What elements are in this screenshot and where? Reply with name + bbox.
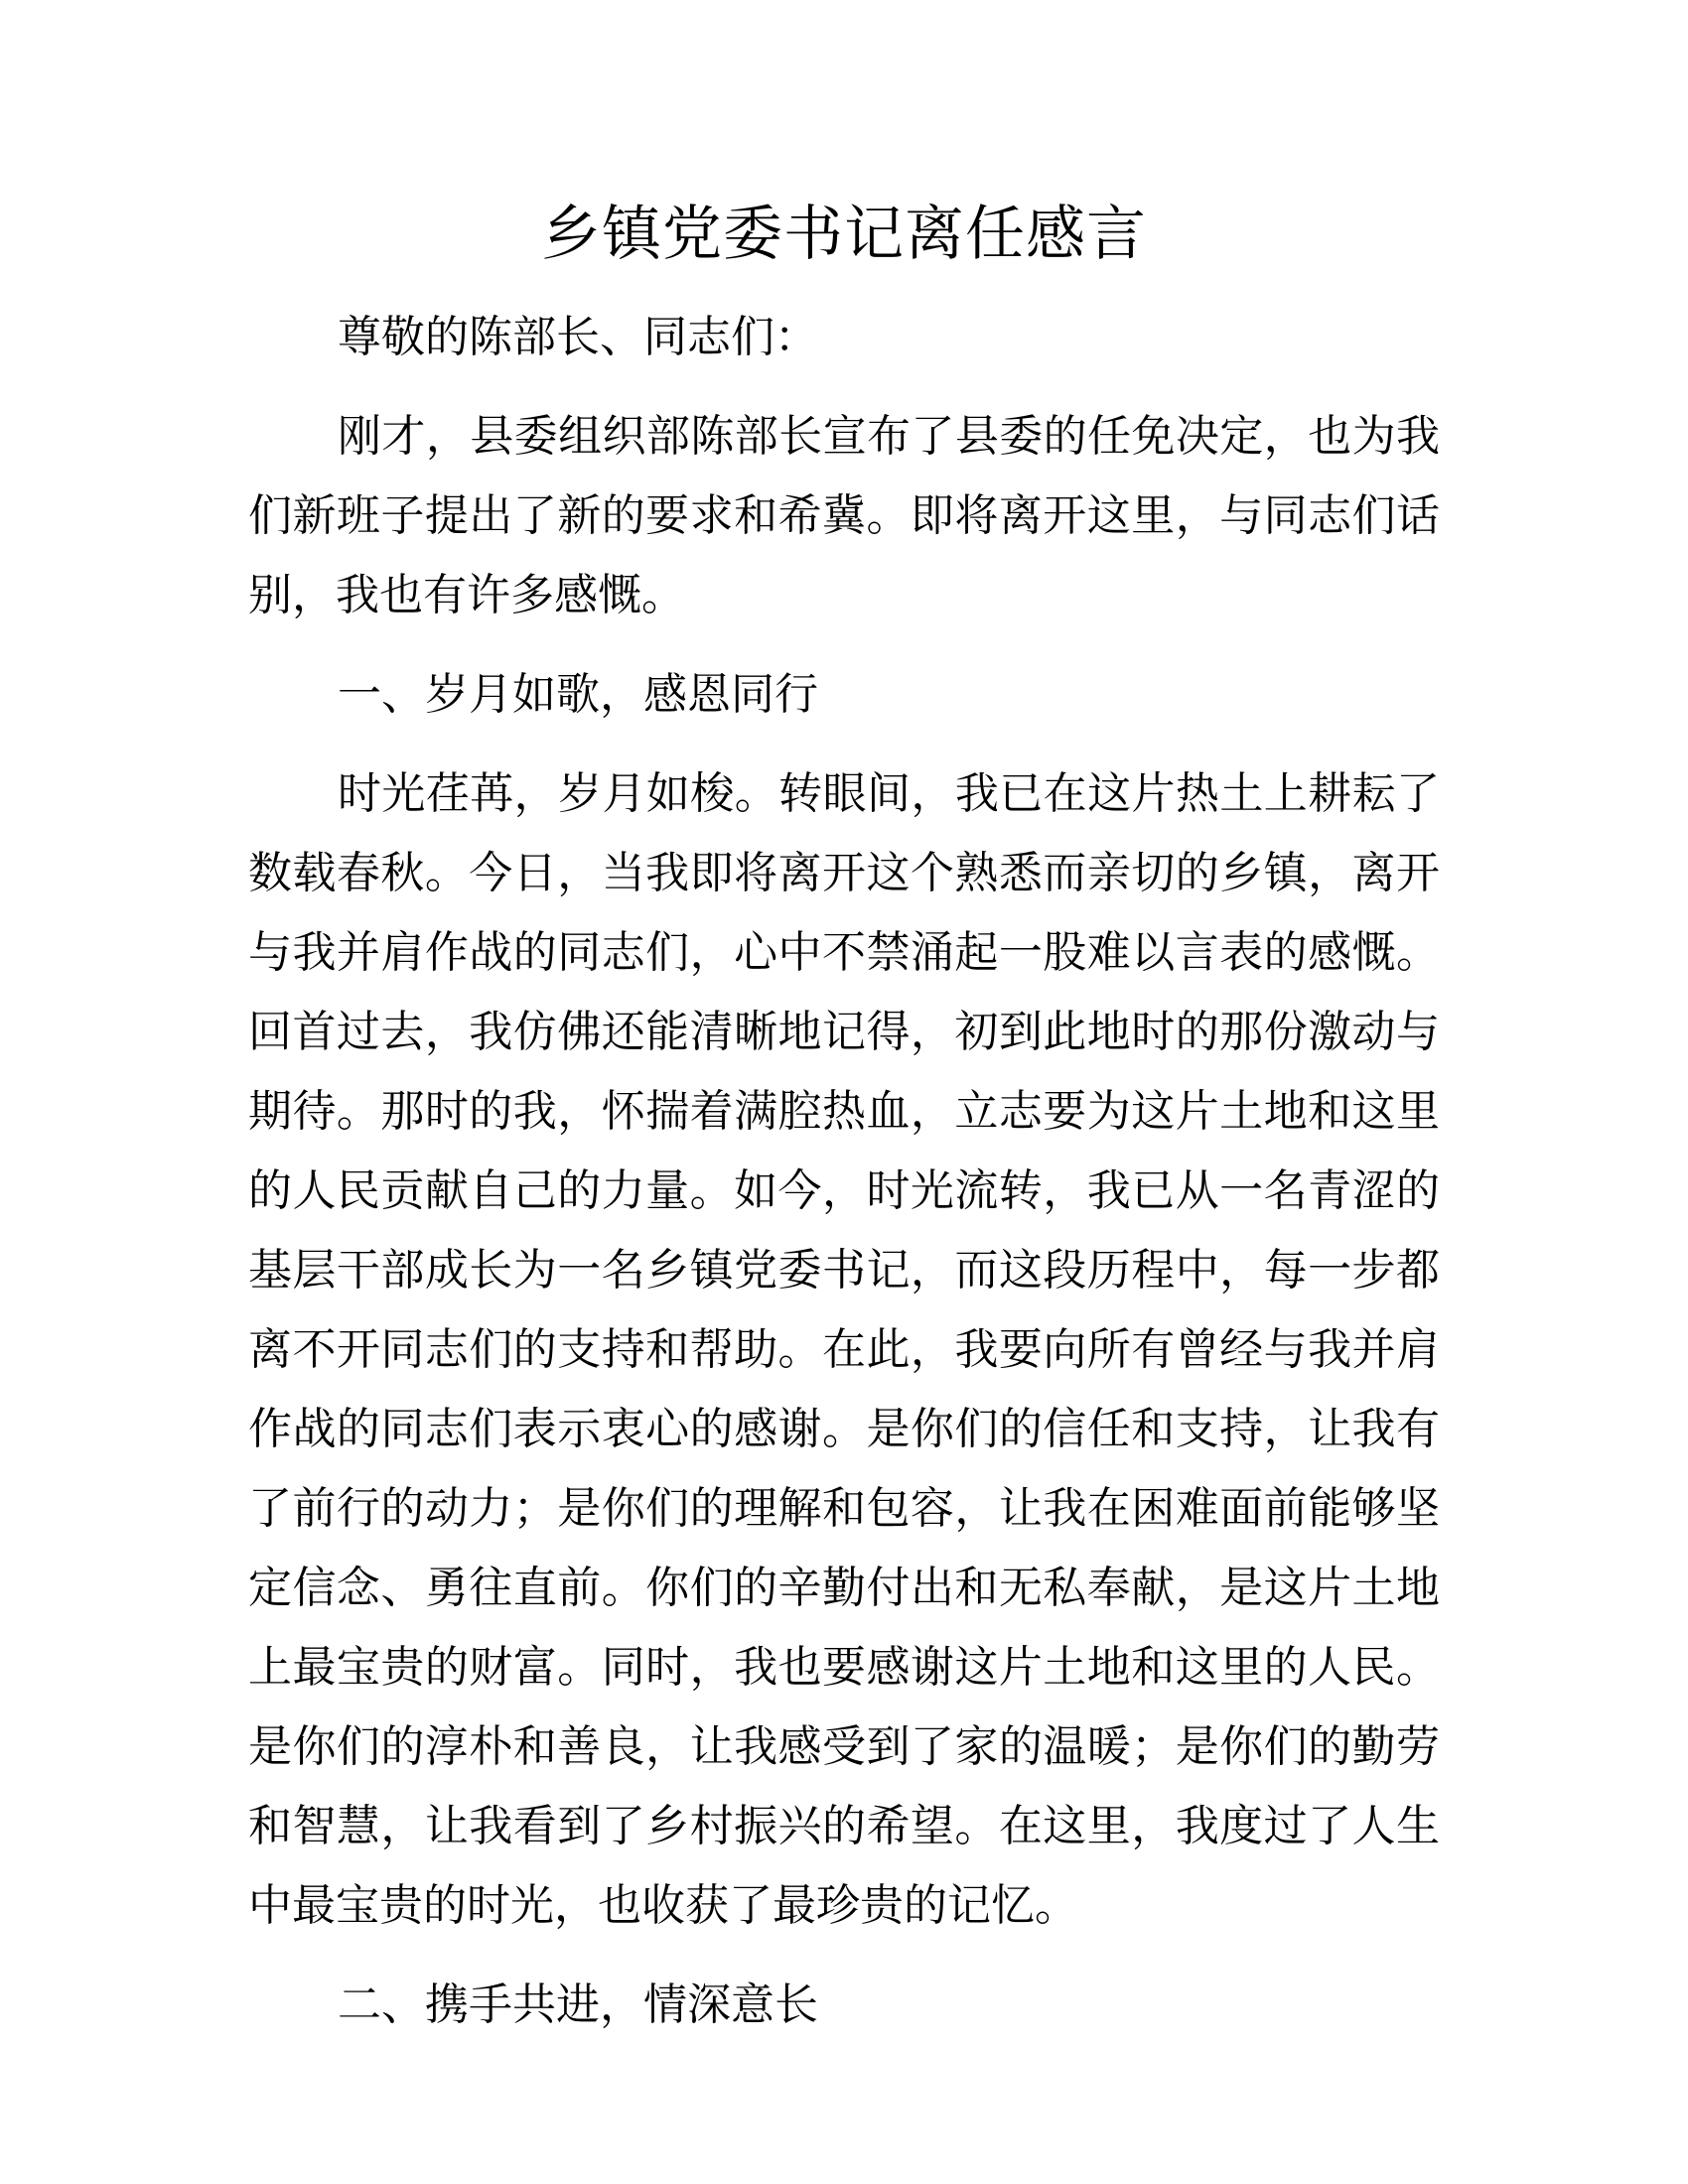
document-title: 乡镇党委书记离任感言 — [541, 200, 1147, 269]
document-body — [248, 298, 1440, 2065]
opening-paragraph: 刚才，县委组织部陈部长宣布了县委的任免决定，也为我们新班子提出了新的要求和希冀。即将离开这里，与同志们话别，我也有许多感慨。 — [248, 411, 1440, 620]
body-paragraph: 时光荏苒，岁月如梭。转眼间，我已在这片热土上耕耘了数载春秋。今日，当我即将离开这个熟悉而亲切的乡镇，离开与我并肩作战的同志们，心中不禁涌起一股难以言表的感慨。回首过去，我仿佛还能清晰地记得，初到此地时的那份激动与期待。那时的我，怀揣着满腔热血，立志要为这片土地和这里的人民贡献自己的力量。如今，时光流转，我已从一名青涩的基层干部成长为一名乡镇党委书记，而这段历程中，每一步都离不开同志们的支持和帮助。在此，我要向所有曾经与我并肩作战的同志们表示衷心的感谢。是你们的信任和支持，让我有了前行的动力；是你们的理解和包容，让我在困难面前能够坚定信念、勇往直前。你们的辛勤付出和无私奉献，是这片土地上最宝贵的财富。同时，我也要感谢这片土地和这里的人民。是你们的淳朴和善良，让我感受到了家的温暖；是你们的勤劳和智慧，让我看到了乡村振兴的希望。在这里，我度过了人生中最宝贵的时光，也收获了最珍贵的记忆。 — [248, 768, 1440, 1931]
salutation-paragraph: 尊敬的陈部长、同志们： — [338, 312, 818, 362]
section-heading-1: 一、岁月如歌，感恩同行 — [338, 669, 818, 720]
section-heading-2: 二、携手共进，情深意长 — [338, 1979, 818, 2030]
